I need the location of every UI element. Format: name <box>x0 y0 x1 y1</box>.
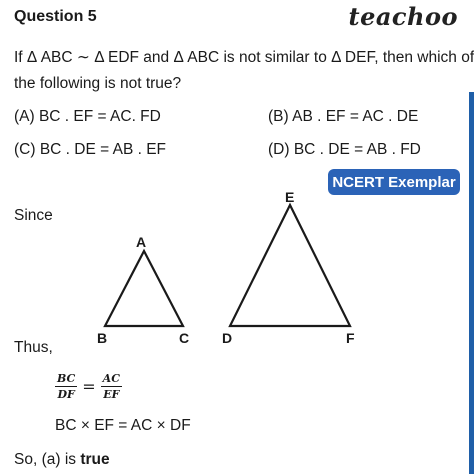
vertex-b-label: B <box>97 330 108 346</box>
ncert-exemplar-badge: NCERT Exemplar <box>328 169 460 195</box>
fraction-left <box>55 372 77 401</box>
vertex-c-label: C <box>179 330 190 346</box>
triangle-edf <box>230 205 350 326</box>
triangle-abc <box>105 251 183 326</box>
similar-triangles-figure <box>0 185 474 355</box>
fraction-right-numerator: AC <box>102 372 120 385</box>
ratio-equation <box>55 372 122 401</box>
vertex-f-label: F <box>346 330 355 346</box>
question-line-2: the following is not true? <box>14 75 182 92</box>
conclusion-prefix: So, (a) is <box>14 451 81 468</box>
fraction-bar <box>101 386 122 387</box>
fraction-right <box>101 372 122 401</box>
equals-sign: = <box>82 377 96 396</box>
fraction-bar <box>55 386 77 387</box>
brand-logo: teachoo <box>348 2 458 31</box>
option-d: (D) BC . DE = AB . FD <box>268 141 421 158</box>
option-a: (A) BC . EF = AC. FD <box>14 108 161 125</box>
fraction-left-denominator: DF <box>57 388 75 401</box>
since-label: Since <box>14 207 53 224</box>
fraction-right-denominator: EF <box>103 388 120 401</box>
vertex-d-label: D <box>222 330 233 346</box>
option-c: (C) BC . DE = AB . EF <box>14 141 167 158</box>
thus-label: Thus, <box>14 339 53 356</box>
vertex-e-label: E <box>285 189 295 205</box>
option-b: (B) AB . EF = AC . DE <box>268 108 419 125</box>
fraction-left-numerator: BC <box>57 372 76 385</box>
conclusion-true: true <box>80 451 110 468</box>
vertex-a-label: A <box>136 234 147 250</box>
question-title: Question 5 <box>14 8 97 25</box>
conclusion-line <box>14 451 110 469</box>
product-equation: BC × EF = AC × DF <box>55 417 191 434</box>
question-line-1: If Δ ABC ∼ Δ EDF and Δ ABC is not similar to Δ DEF, then which of <box>14 49 474 66</box>
